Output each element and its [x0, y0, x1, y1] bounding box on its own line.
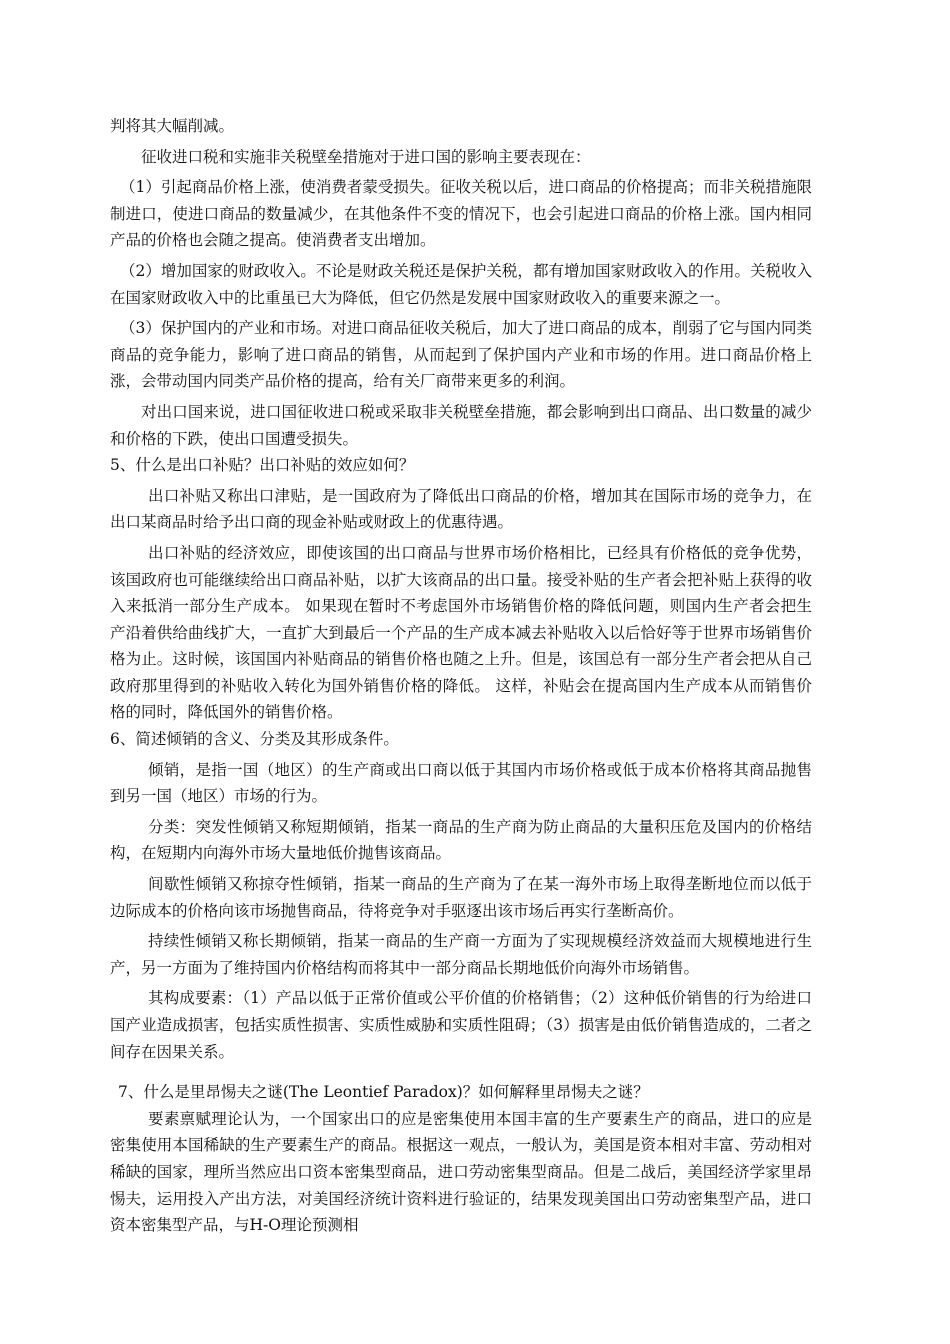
paragraph-effect-2: （2）增加国家的财政收入。不论是财政关税还是保护关税，都有增加国家财政收入的作用。关税收入在国家财政收入中的比重虽已大为降低，但它仍然是发展中国家财政收入的重要来源之一。: [110, 261, 812, 307]
document-body: [110, 113, 812, 1239]
paragraph-export-subsidy-definition: 出口补贴又称出口津贴，是一国政府为了降低出口商品的价格，增加其在国际市场的竞争力，在出口某商品时给予出口商的现金补贴或财政上的优惠待遇。: [110, 486, 812, 532]
paragraph-effect-1: （1）引起商品价格上涨，使消费者蒙受损失。征收关税以后，进口商品的价格提高；而非关税措施限制进口，使进口商品的数量减少，在其他条件不变的情况下，也会引起进口商品的价格上涨。国内相同产品的价格也会随之提高。使消费者支出增加。: [110, 178, 812, 250]
question-6-heading: 6、简述倾销的含义、分类及其形成条件。: [110, 730, 399, 749]
paragraph-exporter-effects: 对出口国来说，进口国征收进口税或采取非关税壁垒措施，都会影响到出口商品、出口数量的减少和价格的下跌，使出口国遭受损失。: [110, 402, 812, 448]
paragraph-intermittent-dumping: 间歇性倾销又称掠夺性倾销，指某一商品的生产商为了在某一海外市场上取得垄断地位而以低于边际成本的价格向该市场抛售商品，待将竞争对手驱逐出该市场后再实行垄断高价。: [110, 875, 812, 920]
paragraph-sporadic-dumping: 分类：突发性倾销又称短期倾销，指某一商品的生产商为防止商品的大量积压危及国内的价格结构，在短期内向海外市场大量地低价抛售该商品。: [110, 817, 812, 863]
paragraph-dumping-definition: 倾销，是指一国（地区）的生产商或出口商以低于其国内市场价格或低于成本价格将其商品抛售到另一国（地区）市场的行为。: [110, 760, 812, 806]
paragraph-dumping-elements: 其构成要素：（1）产品以低于正常价值或公平价值的价格销售；（2）这种低价销售的行为给进口国产业造成损害，包括实质性损害、实质性威胁和实质性阻碍；（3）损害是由低价销售造成的，二者之间存在因果关系。: [110, 989, 812, 1061]
paragraph-effect-3: （3）保护国内的产业和市场。对进口商品征收关税后，加大了进口商品的成本，削弱了它与国内同类商品的竞争能力，影响了进口商品的销售，从而起到了保护国内产业和市场的作用。进口商品价格上涨，会带动国内同类产品价格的提高，给有关厂商带来更多的利润。: [110, 319, 812, 391]
paragraph-import-effects-intro: 征收进口税和实施非关税壁垒措施对于进口国的影响主要表现在：: [141, 147, 591, 166]
question-5-heading: 5、什么是出口补贴？出口补贴的效应如何？: [110, 456, 415, 475]
paragraph-persistent-dumping: 持续性倾销又称长期倾销，指某一商品的生产商一方面为了实现规模经济效益而大规模地进行生产，另一方面为了维持国内价格结构而将其中一部分商品长期地低价向海外市场销售。: [110, 932, 812, 977]
paragraph-continuation: 判将其大幅削减。: [110, 117, 235, 135]
paragraph-leontief-paradox: 要素禀赋理论认为，一个国家出口的应是密集使用本国丰富的生产要素生产的商品，进口的应是密集使用本国稀缺的生产要素生产的商品。根据这一观点，一般认为，美国是资本相对丰富、劳动相对稀缺的国家，理所当然应出口资本密集型商品，进口劳动密集型商品。但是二战后，美国经济学家里昂惕夫，运用投入产出方法，对美国经济统计资料进行验证的，结果发现美国出口劳动密集型产品，进口资本密集型产品，与H-O理论预测相: [110, 1109, 812, 1235]
paragraph-export-subsidy-effects: 出口补贴的经济效应，即使该国的出口商品与世界市场价格相比，已经具有价格低的竞争优势，该国政府也可能继续给出口商品补贴，以扩大该商品的出口量。接受补贴的生产者会把补贴上获得的收入来抵消一部分生产成本。 如果现在暂时不考虑国外市场销售价格的降低问题，则国内生产者会把生产沿着供给曲线扩大，一直扩大到最后一个产品的生产成本减去补贴收入以后恰好等于世界市场销售价格为止。这时候，该国国内补贴商品的销售价格也随之上升。但是，该国总有一部分生产者会把从自己政府那里得到的补贴收入转化为国外销售价格的降低。 这样，补贴会在提高国内生产成本从而销售价格的同时，降低国外的销售价格。: [110, 543, 812, 722]
question-7-heading: 7、什么是里昂惕夫之谜(The Leontief Paradox)？如何解释里昂惕夫之谜？: [118, 1083, 649, 1102]
